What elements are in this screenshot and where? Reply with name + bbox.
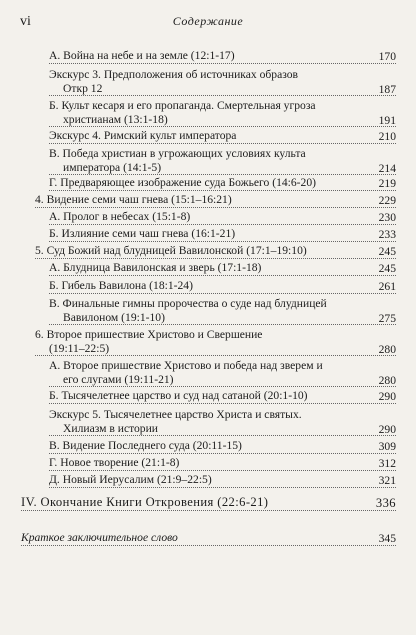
- toc-entry-title: Г. Предваряющее изображение суда Божьего (14:6-20): [49, 176, 396, 191]
- toc-entry: [49, 359, 396, 387]
- toc-entry-title: Д. Новый Иерусалим (21:9–22:5): [49, 473, 396, 488]
- toc-entry: [49, 49, 396, 64]
- toc-entry-page: 230: [378, 211, 396, 224]
- toc-entry-page: 290: [378, 390, 396, 403]
- toc-entry: [21, 531, 396, 546]
- toc-entry: [49, 176, 396, 191]
- toc-entry-page: 191: [378, 113, 396, 127]
- toc-entry: [49, 147, 396, 175]
- toc-entry-title-line: его слугами (19:11-21): [49, 373, 396, 388]
- toc-entry-title-line: В. Победа христиан в угрожающих условиях культа: [49, 147, 306, 160]
- toc-entry-page: 261: [378, 280, 396, 293]
- toc-entry: [49, 297, 396, 325]
- toc-entry: [49, 279, 396, 294]
- toc-entry-title: Экскурс 4. Римский культ императора: [49, 129, 396, 144]
- toc-entry-page: 312: [378, 457, 396, 470]
- toc-entry-page: 336: [375, 496, 396, 510]
- toc-entry-title: А. Пролог в небесах (15:1-8): [49, 210, 396, 225]
- toc-entry: [49, 473, 396, 488]
- toc-entry-title-line: Экскурс 3. Предположения об источниках образов: [49, 68, 299, 81]
- toc-entry-page: 290: [378, 422, 396, 436]
- toc-entry-page: 219: [378, 177, 396, 190]
- toc-entry: [49, 456, 396, 471]
- toc-entry-title: Б. Гибель Вавилона (18:1-24): [49, 279, 396, 294]
- toc-entry-title: В. Видение Последнего суда (20:11-15): [49, 439, 396, 454]
- toc-entry-title: А. Блудница Вавилонская и зверь (17:1-18): [49, 261, 396, 276]
- toc-entry: [49, 408, 396, 436]
- toc-entry-title-line: 6. Второе пришествие Христово и Свершение: [35, 328, 263, 341]
- toc-entry-page: 275: [378, 311, 396, 325]
- toc-entry: [49, 210, 396, 225]
- toc-entry-title-line: Б. Культ кесаря и его пропаганда. Смертельная угроза: [49, 99, 316, 112]
- toc-entry-title: Б. Излияние семи чаш гнева (16:1-21): [49, 227, 396, 242]
- toc-entry: [49, 389, 396, 404]
- toc-entry-page: 245: [378, 262, 396, 275]
- toc-entry-title-line: Хилиазм в истории: [49, 422, 396, 437]
- toc-entry-part: [21, 496, 396, 511]
- toc-entry-title-line: А. Второе пришествие Христово и победа над зверем и: [49, 359, 323, 372]
- toc-entry-page: 214: [378, 161, 396, 175]
- page-number: vi: [20, 14, 31, 29]
- toc-entry: [49, 129, 396, 144]
- toc-entry-title-line: (19:11–22:5): [35, 342, 396, 357]
- toc-entry-title: Б. Тысячелетнее царство и суд над сатаной (20:1-10): [49, 389, 396, 404]
- toc-entry: [35, 244, 396, 259]
- toc-entry-page: 321: [378, 474, 396, 487]
- toc-entry-title-line: Откр 12: [49, 82, 396, 97]
- toc-entry-page: 170: [378, 50, 396, 63]
- toc-entry-title-line: Вавилоном (19:1-10): [49, 311, 396, 326]
- toc-entry-page: 210: [378, 130, 396, 143]
- toc-entry: [49, 227, 396, 242]
- toc-entry: [49, 68, 396, 96]
- running-title: Содержание: [172, 14, 244, 28]
- toc-entry-title-line: христианам (13:1-18): [49, 113, 396, 128]
- toc-entry-title: IV. Окончание Книги Откровения (22:6-21): [21, 496, 396, 511]
- toc-entry-title-line: Экскурс 5. Тысячелетнее царство Христа и святых.: [49, 408, 302, 421]
- toc-entry-title: Г. Новое творение (21:1-8): [49, 456, 396, 471]
- toc-entry: [35, 193, 396, 208]
- toc-entry-page: 233: [378, 228, 396, 241]
- toc-entry: [35, 328, 396, 356]
- toc-entry-title-line: В. Финальные гимны пророчества о суде над блудницей: [49, 297, 327, 310]
- toc-entry-page: 229: [378, 194, 396, 207]
- toc-entry: [49, 261, 396, 276]
- toc-entry-page: 309: [378, 440, 396, 453]
- toc-entry-page: 187: [378, 82, 396, 96]
- toc-entry-page: 280: [378, 342, 396, 356]
- toc-entry-page: 280: [378, 373, 396, 387]
- toc-entry: [49, 439, 396, 454]
- toc-entry-page: 245: [378, 245, 396, 258]
- toc-entry: [49, 99, 396, 127]
- toc-entry-title-line: императора (14:1-5): [49, 161, 396, 176]
- toc-entry-title: Краткое заключительное слово: [21, 531, 396, 546]
- toc-entry-title: 5. Суд Божий над блудницей Вавилонской (17:1–19:10): [35, 244, 396, 259]
- toc-entry-page: 345: [378, 532, 396, 545]
- toc-entry-title: 4. Видение семи чаш гнева (15:1–16:21): [35, 193, 396, 208]
- toc-entry-title: А. Война на небе и на земле (12:1-17): [49, 49, 396, 64]
